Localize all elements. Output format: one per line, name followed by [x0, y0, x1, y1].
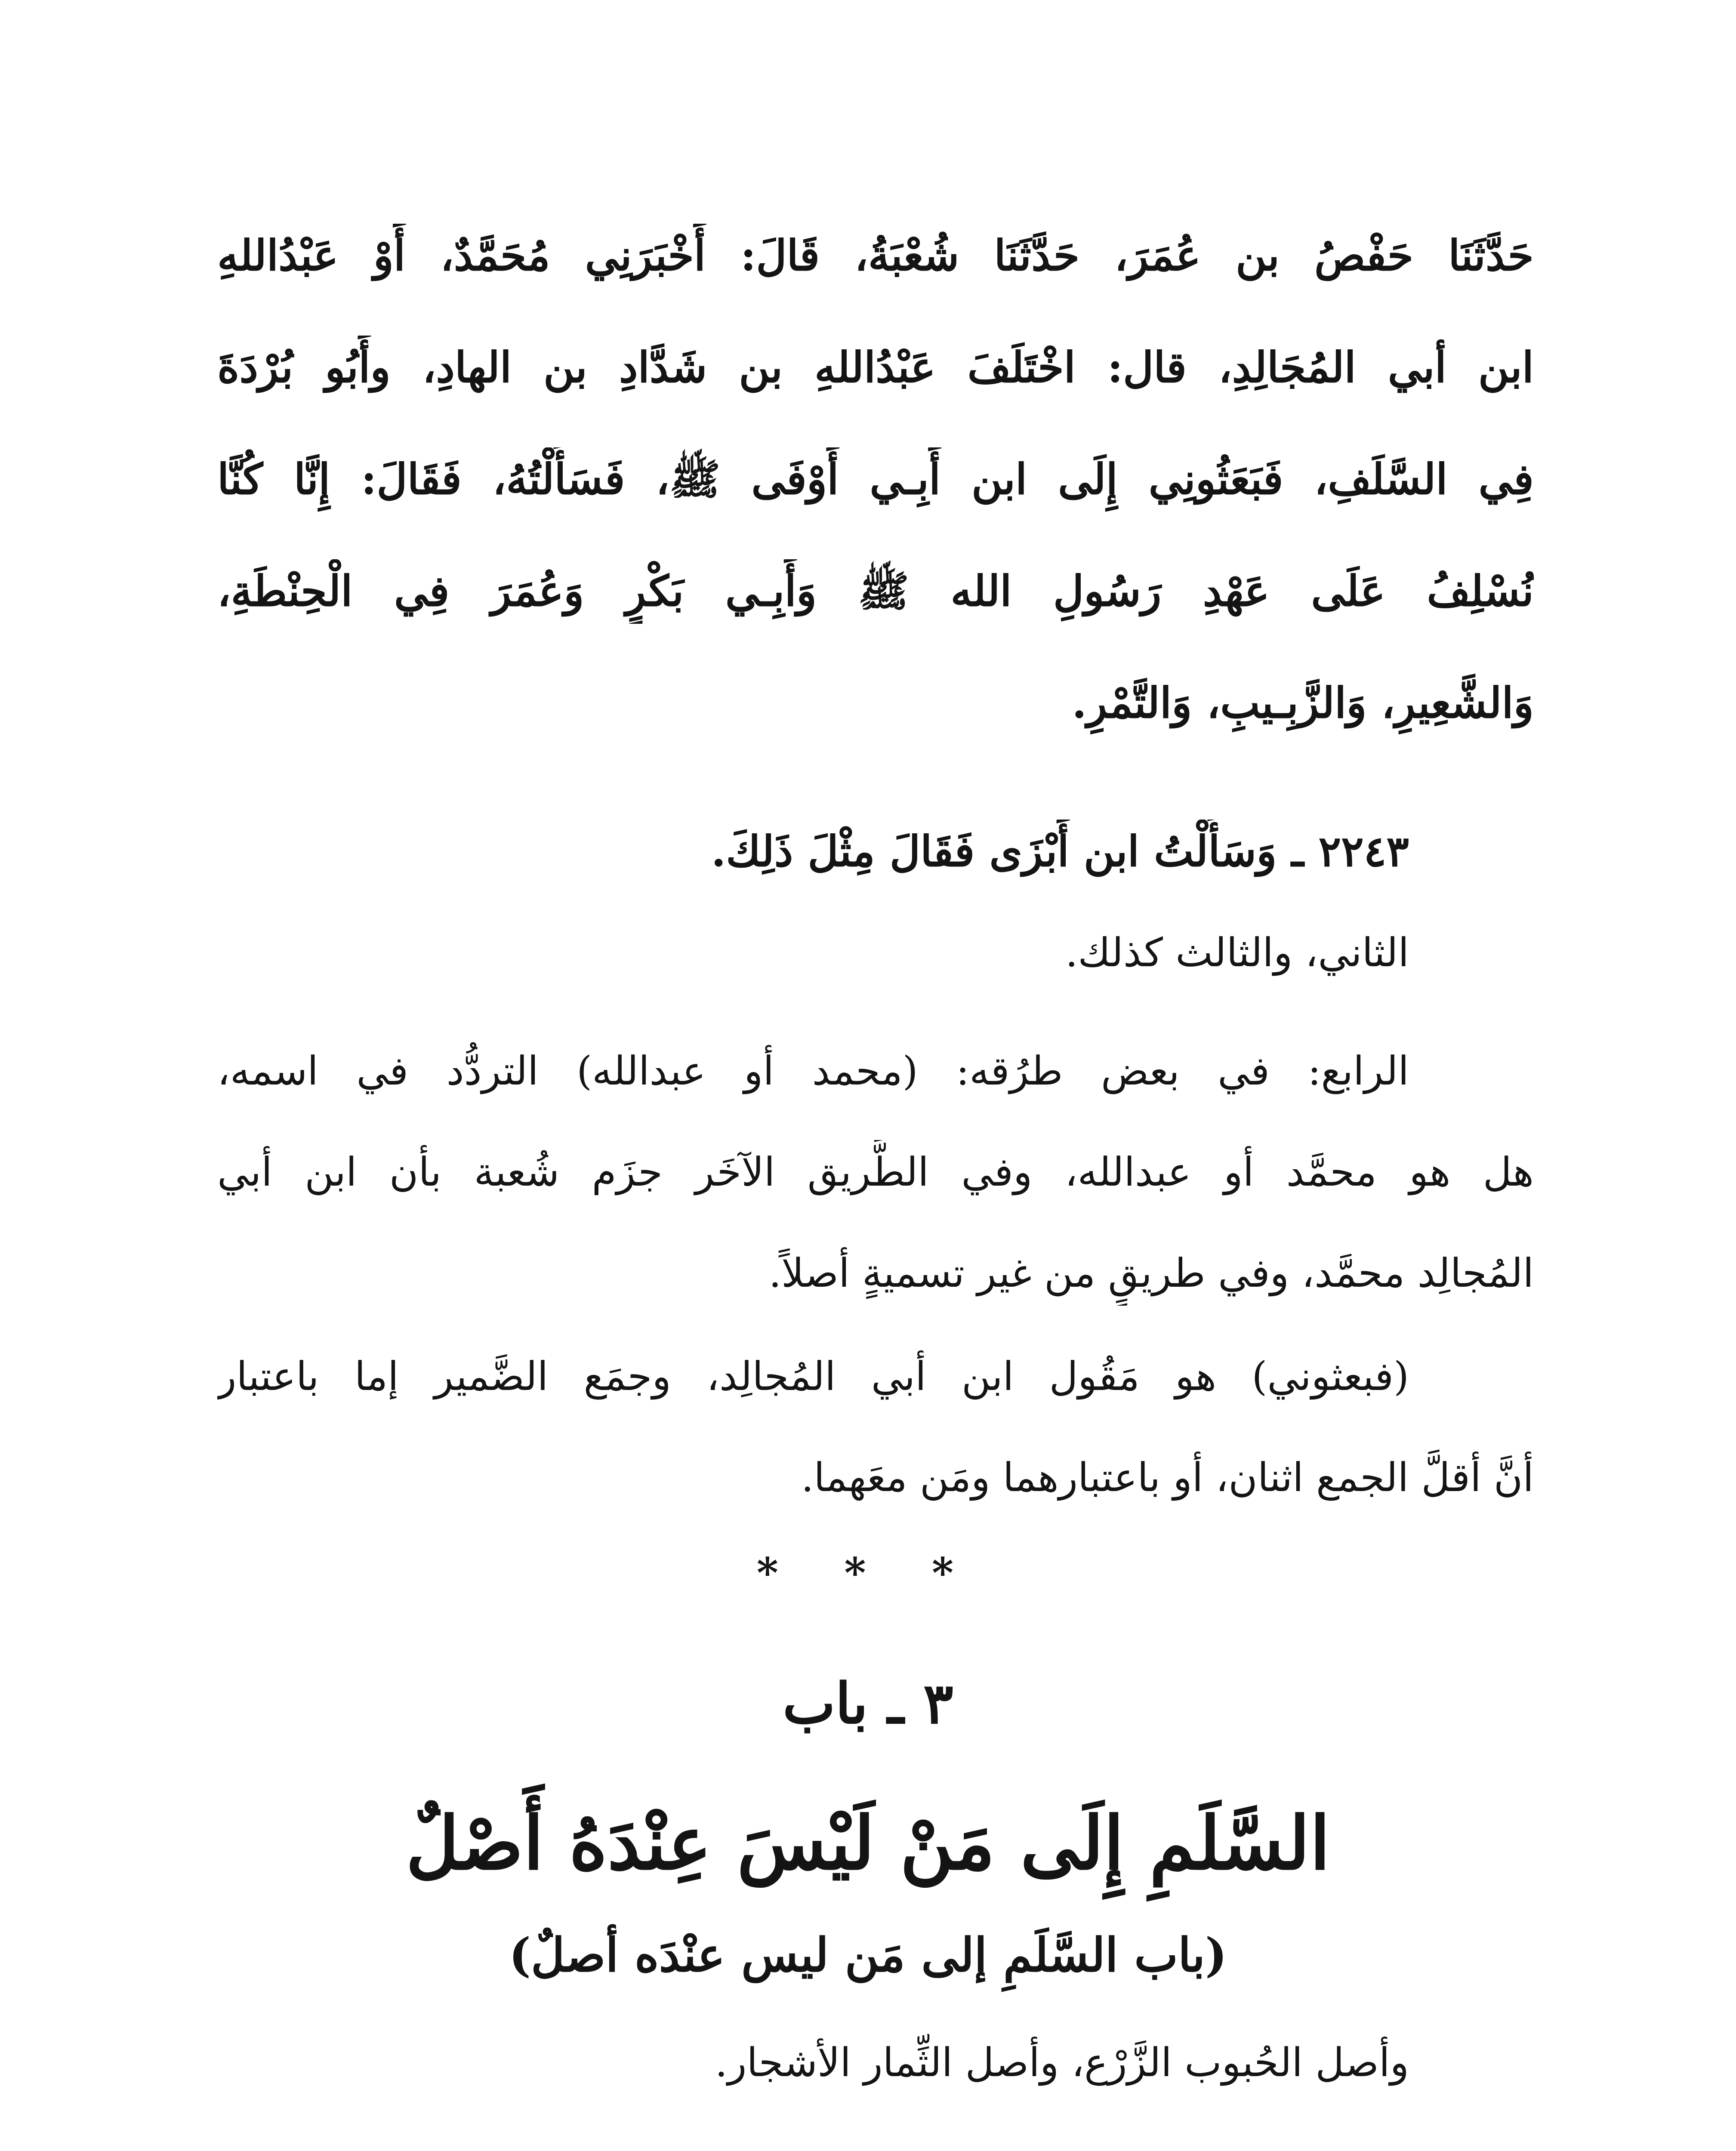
chapter-subtitle: (باب السَّلَمِ إلى مَن ليس عنْدَه أصلٌ) [509, 1928, 1227, 1982]
commentary-second-third: الثاني، والثالث كذلك. [1065, 930, 1409, 976]
hadith-line-4: نُسْلِفُ عَلَى عَهْدِ رَسُولِ الله ﷺ وَأَبِـي بَكْرٍ وَعُمَرَ فِي الْحِنْطَةِ، [217, 567, 1534, 616]
chapter-number: ٣ ـ باب [783, 1670, 953, 1736]
hadith-line-5: وَالشَّعِيرِ، وَالزَّبِـيبِ، وَالتَّمْرِ. [1072, 678, 1534, 728]
commentary-fourth-line-3: المُجالِد محمَّد، وفي طريقٍ من غير تسميةٍ أصلاً. [768, 1250, 1534, 1296]
commentary-fabaathuni-line-2: أنَّ أقلَّ الجمع اثنان، أو باعتبارهما ومَن معَهما. [801, 1455, 1534, 1501]
section-divider: * * * [756, 1549, 980, 1597]
hadith-2243: ٢٢٤٣ ـ وَسَأَلْتُ ابن أَبْزَى فَقَالَ مِثْلَ ذَلِكَ. [711, 827, 1409, 876]
commentary-fourth-line-2: هل هو محمَّد أو عبدالله، وفي الطَّريق الآخَر جزَم شُعبة بأن ابن أبي [217, 1149, 1534, 1195]
hadith-line-3: فِي السَّلَفِ، فَبَعَثُونِي إِلَى ابن أَبِـي أَوْفَى ﷺ، فَسَأَلْتُهُ، فَقَالَ: إِنَّا كُنَّا [217, 455, 1534, 504]
chapter-explanation: وأصل الحُبوب الزَّرْع، وأصل الثِّمار الأشجار. [715, 2040, 1409, 2086]
hadith-line-1: حَدَّثَنَا حَفْصُ بن عُمَرَ، حَدَّثَنَا شُعْبَةُ، قَالَ: أَخْبَرَنِي مُحَمَّدٌ، أَوْ عَبْدُاللهِ [217, 231, 1534, 280]
chapter-title: السَّلَمِ إِلَى مَنْ لَيْسَ عِنْدَهُ أَصْلٌ [406, 1800, 1330, 1886]
commentary-fabaathuni-line-1: (فبعثوني) هو مَقُول ابن أبي المُجالِد، وجمَع الضَّمير إما باعتبار [217, 1353, 1409, 1399]
commentary-fourth-line-1: الرابع: في بعض طرُقه: (محمد أو عبدالله) التردُّد في اسمه، [217, 1048, 1409, 1094]
hadith-line-2: ابن أبي المُجَالِدِ، قال: اخْتَلَفَ عَبْدُاللهِ بن شَدَّادِ بن الهادِ، وأَبُو بُرْدَةَ [217, 343, 1534, 392]
